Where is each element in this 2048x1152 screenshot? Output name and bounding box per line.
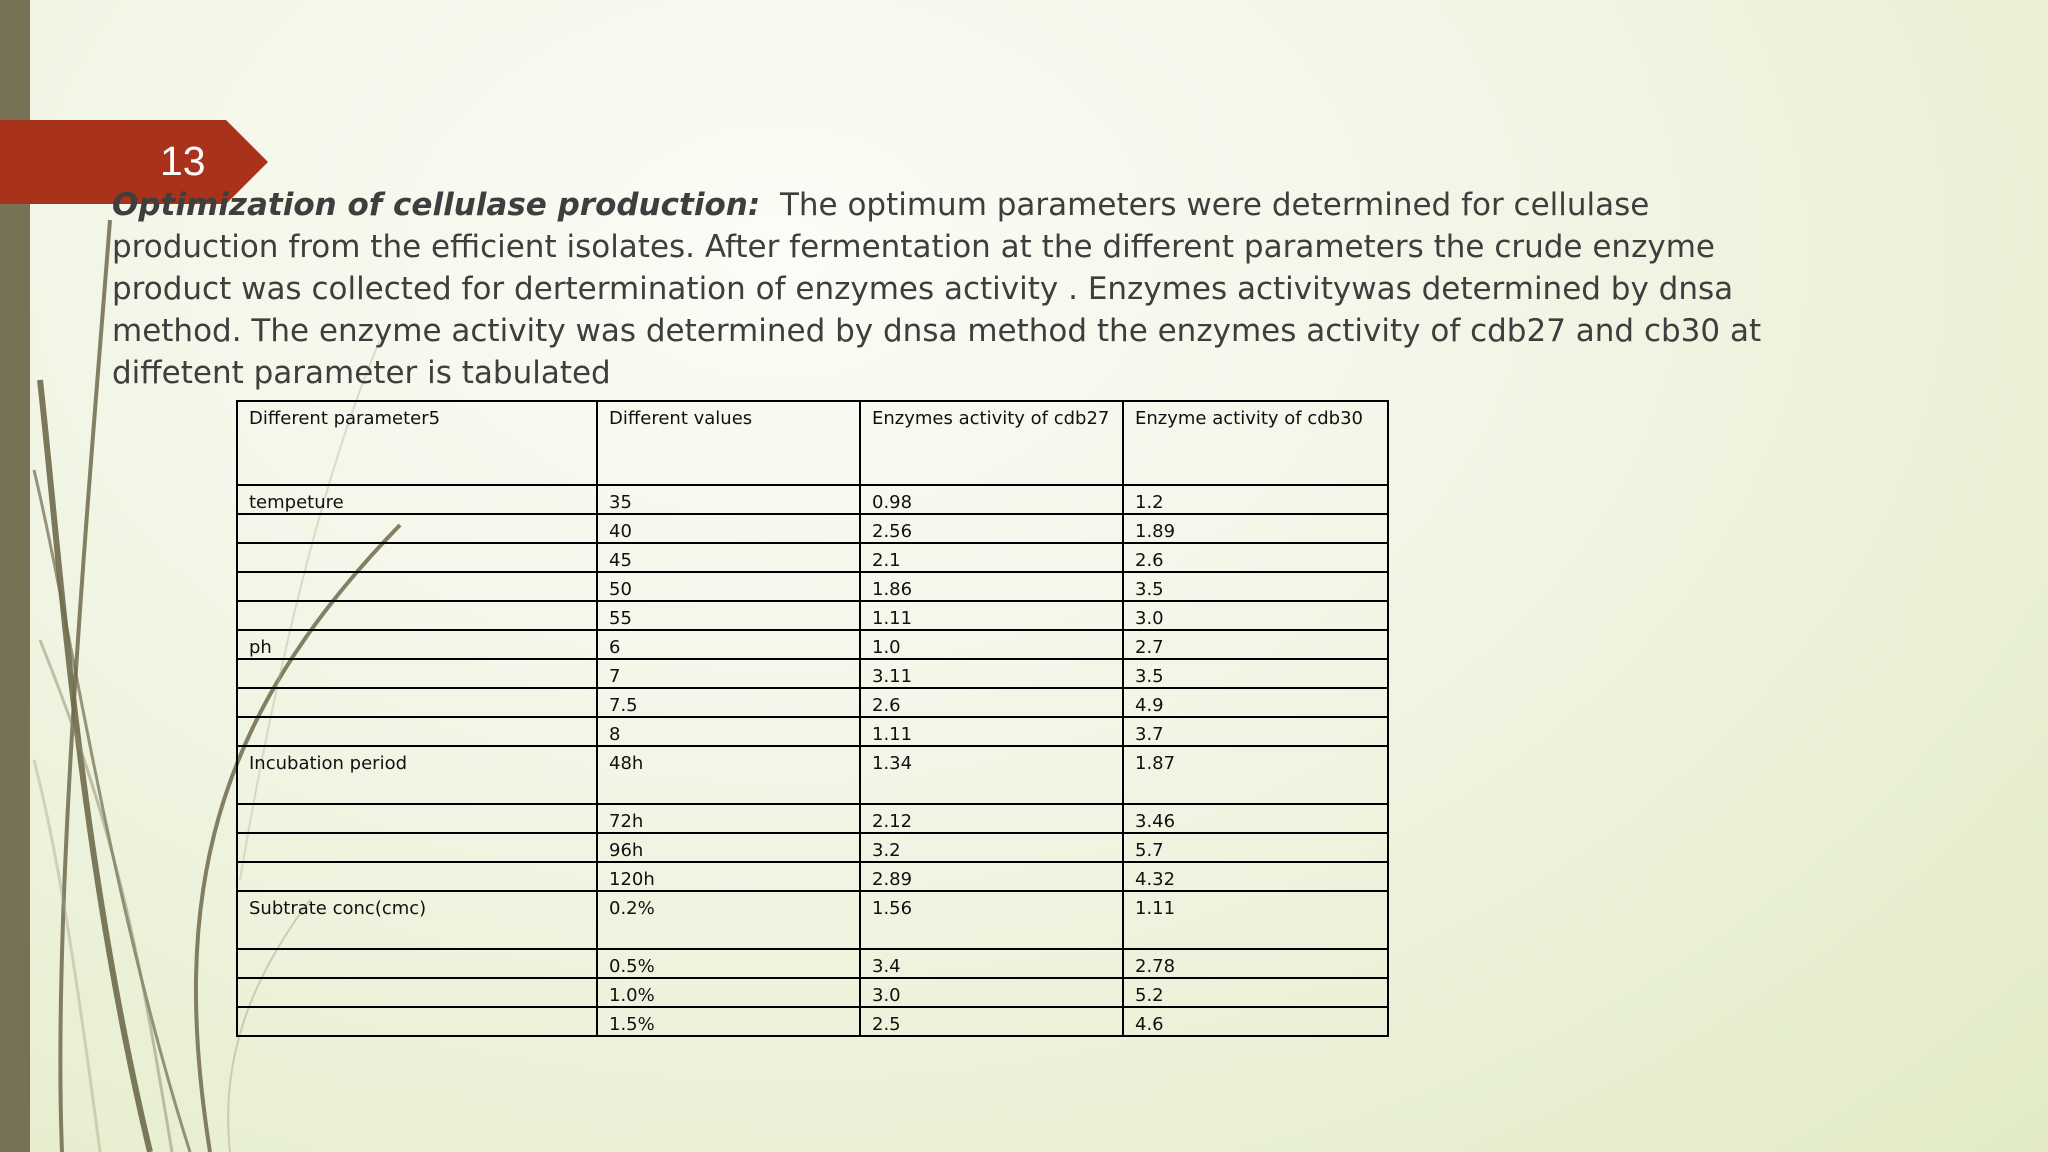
column-header: Different parameter5 xyxy=(237,401,597,485)
cdb27-activity-cell: 1.0 xyxy=(860,630,1123,659)
value-cell: 72h xyxy=(597,804,860,833)
parameter-cell xyxy=(237,572,597,601)
slide-heading: Optimization of cellulase production: xyxy=(112,187,761,223)
value-cell: 0.5% xyxy=(597,949,860,978)
cdb30-activity-cell: 2.7 xyxy=(1123,630,1388,659)
cdb30-activity-cell: 3.5 xyxy=(1123,572,1388,601)
value-cell: 55 xyxy=(597,601,860,630)
cdb27-activity-cell: 2.1 xyxy=(860,543,1123,572)
value-cell: 120h xyxy=(597,862,860,891)
table-row xyxy=(237,804,1388,833)
cdb27-activity-cell: 1.56 xyxy=(860,891,1123,949)
value-cell: 0.2% xyxy=(597,891,860,949)
value-cell: 35 xyxy=(597,485,860,514)
cdb30-activity-cell: 1.2 xyxy=(1123,485,1388,514)
cdb30-activity-cell: 4.6 xyxy=(1123,1007,1388,1036)
table-row xyxy=(237,514,1388,543)
table-row xyxy=(237,949,1388,978)
cdb27-activity-cell: 2.56 xyxy=(860,514,1123,543)
parameter-cell xyxy=(237,949,597,978)
parameter-cell xyxy=(237,833,597,862)
table-header-row xyxy=(237,401,1388,485)
value-cell: 8 xyxy=(597,717,860,746)
cdb30-activity-cell: 2.6 xyxy=(1123,543,1388,572)
parameter-cell xyxy=(237,804,597,833)
cdb30-activity-cell: 1.89 xyxy=(1123,514,1388,543)
column-header: Enzymes activity of cdb27 xyxy=(860,401,1123,485)
cdb27-activity-cell: 0.98 xyxy=(860,485,1123,514)
parameter-cell xyxy=(237,514,597,543)
parameter-cell xyxy=(237,543,597,572)
cdb27-activity-cell: 2.5 xyxy=(860,1007,1123,1036)
cdb27-activity-cell: 3.0 xyxy=(860,978,1123,1007)
table-row xyxy=(237,485,1388,514)
cdb27-activity-cell: 3.2 xyxy=(860,833,1123,862)
enzyme-activity-table xyxy=(236,400,1389,1037)
table-row xyxy=(237,543,1388,572)
slide-number: 13 xyxy=(160,138,206,184)
table-row xyxy=(237,572,1388,601)
table-row xyxy=(237,978,1388,1007)
table-row xyxy=(237,891,1388,949)
value-cell: 1.0% xyxy=(597,978,860,1007)
cdb27-activity-cell: 1.34 xyxy=(860,746,1123,804)
cdb27-activity-cell: 2.6 xyxy=(860,688,1123,717)
table-row xyxy=(237,717,1388,746)
cdb27-activity-cell: 3.11 xyxy=(860,659,1123,688)
cdb30-activity-cell: 5.7 xyxy=(1123,833,1388,862)
cdb30-activity-cell: 4.32 xyxy=(1123,862,1388,891)
parameter-cell: Subtrate conc(cmc) xyxy=(237,891,597,949)
parameter-cell xyxy=(237,688,597,717)
table-row xyxy=(237,746,1388,804)
column-header: Different values xyxy=(597,401,860,485)
parameter-cell: tempeture xyxy=(237,485,597,514)
slide-body-text xyxy=(112,184,1812,394)
table-row xyxy=(237,688,1388,717)
cdb30-activity-cell: 3.5 xyxy=(1123,659,1388,688)
cdb27-activity-cell: 1.86 xyxy=(860,572,1123,601)
table-row xyxy=(237,659,1388,688)
value-cell: 40 xyxy=(597,514,860,543)
cdb27-activity-cell: 2.89 xyxy=(860,862,1123,891)
parameter-cell: ph xyxy=(237,630,597,659)
value-cell: 45 xyxy=(597,543,860,572)
table-row xyxy=(237,862,1388,891)
table-row xyxy=(237,833,1388,862)
cdb30-activity-cell: 4.9 xyxy=(1123,688,1388,717)
cdb30-activity-cell: 5.2 xyxy=(1123,978,1388,1007)
parameter-cell xyxy=(237,978,597,1007)
cdb30-activity-cell: 1.87 xyxy=(1123,746,1388,804)
parameter-cell: Incubation period xyxy=(237,746,597,804)
cdb27-activity-cell: 3.4 xyxy=(860,949,1123,978)
parameter-cell xyxy=(237,601,597,630)
slide-paragraph: The optimum parameters were determined for cellulase production from the efficient isolates. After fermentation at the different parameters the crude enzyme product was collected for dertermination of enzymes activity . Enzymes activitywas determined by dnsa method. The enzyme activity was determined by dnsa method the enzymes activity of cdb27 and cb30 at diffetent parameter is tabulated xyxy=(112,187,1762,391)
parameter-cell xyxy=(237,862,597,891)
parameter-cell xyxy=(237,1007,597,1036)
value-cell: 50 xyxy=(597,572,860,601)
table-row xyxy=(237,630,1388,659)
cdb30-activity-cell: 1.11 xyxy=(1123,891,1388,949)
value-cell: 7 xyxy=(597,659,860,688)
value-cell: 1.5% xyxy=(597,1007,860,1036)
parameter-cell xyxy=(237,717,597,746)
cdb30-activity-cell: 3.7 xyxy=(1123,717,1388,746)
value-cell: 96h xyxy=(597,833,860,862)
table-row xyxy=(237,1007,1388,1036)
cdb27-activity-cell: 1.11 xyxy=(860,601,1123,630)
cdb30-activity-cell: 3.0 xyxy=(1123,601,1388,630)
parameter-cell xyxy=(237,659,597,688)
value-cell: 6 xyxy=(597,630,860,659)
table-row xyxy=(237,601,1388,630)
cdb27-activity-cell: 1.11 xyxy=(860,717,1123,746)
value-cell: 48h xyxy=(597,746,860,804)
value-cell: 7.5 xyxy=(597,688,860,717)
cdb30-activity-cell: 3.46 xyxy=(1123,804,1388,833)
cdb27-activity-cell: 2.12 xyxy=(860,804,1123,833)
column-header: Enzyme activity of cdb30 xyxy=(1123,401,1388,485)
cdb30-activity-cell: 2.78 xyxy=(1123,949,1388,978)
